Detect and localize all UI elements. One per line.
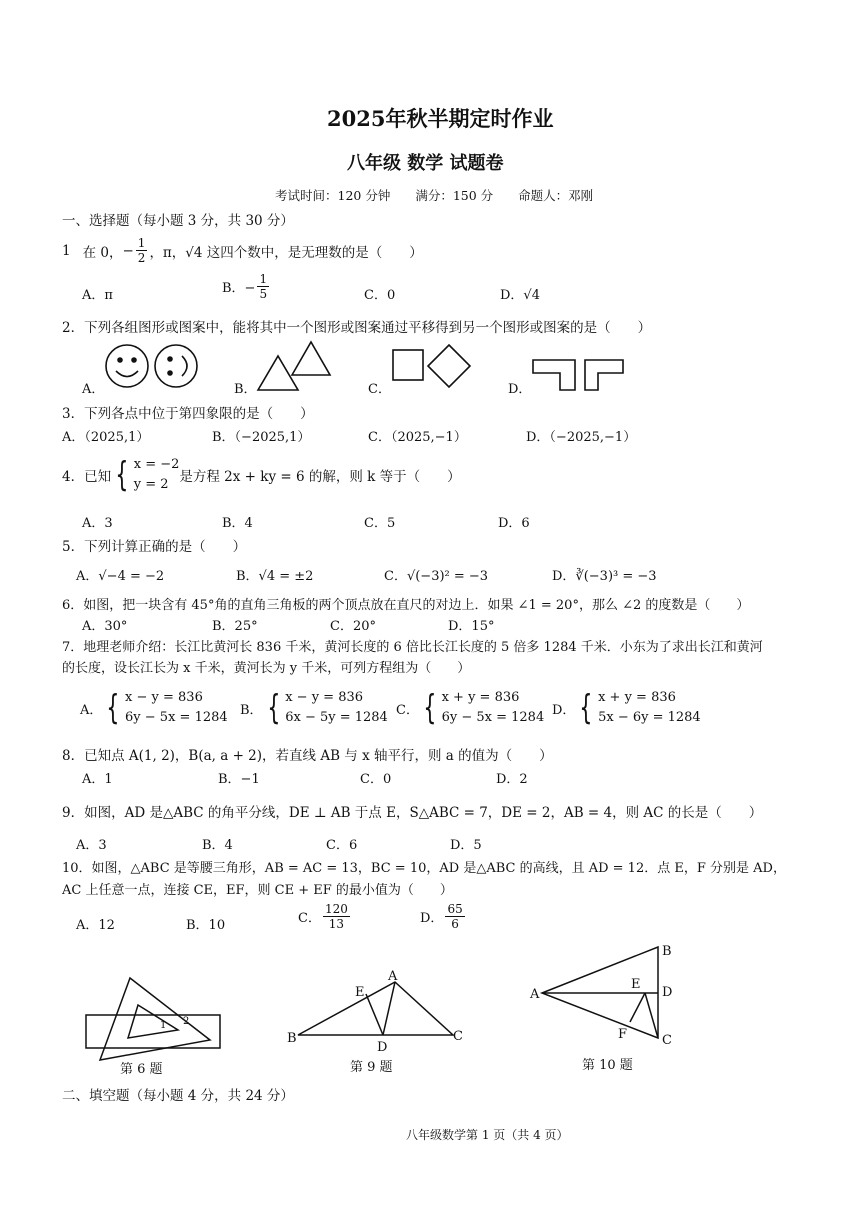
q8-option-c: C．0 [360, 772, 392, 787]
exam-info: 考试时间：120 分钟 满分：150 分 命题人：邓刚 [275, 188, 594, 203]
figure-9-caption: 第 9 题 [350, 1060, 393, 1075]
question-7-line-1: 7．地理老师介绍：长江比黄河长 836 千米，黄河长度的 6 倍比长江长度的 5 倍多 1284 千米．小东为了求出长江和黄河 [62, 640, 763, 655]
q10-c-den: 13 [328, 917, 345, 931]
fig9-perpendicular-de [366, 994, 383, 1035]
q4-option-a: A．3 [82, 516, 113, 531]
q10-c-num: 120 [324, 902, 348, 916]
q10-option-a: A．12 [76, 918, 115, 933]
fig10-label-d: D [662, 985, 673, 1000]
q1-option-b-label: B．− [222, 281, 256, 296]
fig9-label-e: E [355, 985, 365, 1000]
q7-option-d [552, 688, 701, 728]
exam-title: 2025年秋半期定时作业 [327, 106, 554, 131]
question-2: 2．下列各组图形或图案中，能将其中一个图形或图案通过平移得到另一个图形或图案的是（ ） [62, 320, 652, 336]
question-9: 9．如图，AD 是△ABC 的角平分线，DE ⊥ AB 于点 E，S△ABC = 7，DE = 2，AB = 4，则 AC 的长是（ ） [62, 805, 763, 821]
q4-option-b: B．4 [222, 516, 253, 531]
q2-option-d: D． [508, 382, 532, 397]
q5-option-b: B．√4 = ±2 [236, 569, 314, 584]
q7-option-b-label: B． [240, 702, 263, 718]
q3-option-a: A．（2025,1） [62, 430, 150, 445]
q1-minus: − [122, 242, 134, 259]
q2-squares [393, 345, 470, 387]
q7-b-eq-2: 6x − 5y = 1284 [285, 710, 388, 725]
q2-l-shapes [533, 360, 623, 390]
q10-option-d [420, 902, 467, 931]
question-10-line-2: AC 上任意一点，连接 CE，EF，则 CE + EF 的最小值为（ ） [62, 883, 453, 898]
q7-a-brace: { [106, 688, 120, 728]
figure-6 [86, 978, 220, 1060]
q7-option-c [396, 688, 544, 728]
q8-option-d: D．2 [496, 772, 528, 787]
fig10-label-e: E [631, 977, 641, 992]
fig9-triangle [298, 982, 453, 1035]
q9-option-b: B．4 [202, 838, 233, 853]
figure-9 [287, 969, 463, 1055]
q2-option-a: A． [82, 382, 105, 397]
q7-d-brace: { [579, 688, 593, 728]
fig9-label-d: D [377, 1040, 388, 1055]
q7-b-brace: { [266, 688, 280, 728]
q6-option-c: C．20° [330, 619, 376, 634]
q10-option-c [298, 902, 352, 931]
q10-option-b: B．10 [186, 918, 226, 933]
q1-frac-den: 2 [137, 251, 146, 265]
q7-d-eq-1: x + y = 836 [598, 690, 676, 705]
q6-option-d: D．15° [448, 619, 495, 634]
figure-10-caption: 第 10 题 [582, 1058, 633, 1073]
question-10-line-1: 10．如图，△ABC 是等腰三角形，AB = AC = 13，BC = 10，AD 是△ABC 的高线，且 AD = 12．点 E，F 分别是 AD， [62, 861, 786, 876]
question-3: 3．下列各点中位于第四象限的是（ ） [62, 406, 314, 422]
q3-option-d: D．（−2025,−1） [526, 430, 637, 445]
q7-option-a [80, 688, 228, 728]
q6-option-b: B．25° [212, 619, 258, 634]
q1-option-a: A．π [82, 288, 113, 303]
figure-6-caption: 第 6 题 [120, 1062, 163, 1077]
q5-option-c: C．√(−3)² = −3 [384, 569, 489, 584]
q10-d-num: 65 [447, 902, 463, 916]
q10-option-c-label: C． [298, 911, 321, 926]
q1-option-c: C．0 [364, 288, 396, 303]
q2-smiley-faces [106, 345, 197, 387]
q1-option-d: D．√4 [500, 288, 540, 303]
fig10-segment-ce [645, 993, 658, 1038]
q7-d-eq-2: 5x − 6y = 1284 [598, 710, 701, 725]
q10-option-d-label: D． [420, 911, 444, 926]
q9-option-d: D．5 [450, 838, 482, 853]
q4-brace: { [115, 455, 129, 495]
exam-subtitle: 八年级 数学 试题卷 [347, 153, 504, 174]
section-heading-choice: 一、选择题（每小题 3 分，共 30 分） [62, 213, 294, 229]
q4-option-c: C．5 [364, 516, 396, 531]
fig9-label-c: C [453, 1029, 463, 1044]
q4-equation-system [111, 455, 179, 495]
q7-a-eq-2: 6y − 5x = 1284 [125, 710, 228, 725]
q7-c-brace: { [423, 688, 437, 728]
q9-option-c: C．6 [326, 838, 358, 853]
q7-option-c-label: C． [396, 702, 419, 718]
q7-option-b [240, 688, 388, 728]
q7-c-eq-1: x + y = 836 [441, 690, 520, 705]
q3-option-c: C．（2025,−1） [368, 430, 467, 445]
question-8: 8．已知点 A(1, 2)，B(a, a + 2)，若直线 AB 与 x 轴平行，则 a 的值为（ ） [62, 748, 553, 764]
q4-option-d: D．6 [498, 516, 530, 531]
q1-text-mid: ，π，√4 这四个数中，是无理数的是（ ） [149, 244, 423, 261]
q2-option-b: B． [234, 382, 257, 397]
fig9-label-b: B [287, 1031, 297, 1046]
fig9-bisector-ad [383, 982, 395, 1035]
q7-a-eq-1: x − y = 836 [125, 690, 203, 705]
fig9-label-a: A [388, 969, 398, 984]
page-footer: 八年级数学第 1 页（共 4 页） [406, 1128, 569, 1142]
q10-option-d-fraction [445, 902, 464, 931]
question-7-line-2: 的长度，设长江长为 x 千米，黄河长为 y 千米，可列方程组为（ ） [62, 661, 471, 676]
q7-c-eq-2: 6y − 5x = 1284 [441, 710, 545, 725]
q3-option-b: B．（−2025,1） [212, 430, 311, 445]
q7-option-d-label: D． [552, 702, 576, 718]
fig6-label-angle-1: 1 [160, 1020, 167, 1031]
q2-triangles [258, 342, 330, 390]
q6-option-a: A．30° [82, 619, 128, 634]
q4-eq-1: x = −2 [133, 457, 180, 472]
q9-option-a: A．3 [76, 838, 107, 853]
q5-option-d: D．∛(−3)³ = −3 [552, 569, 657, 584]
q7-b-eq-1: x − y = 836 [285, 690, 364, 705]
q10-option-c-fraction [323, 902, 350, 931]
figure-10 [529, 944, 672, 1048]
fig10-label-f: F [618, 1027, 628, 1042]
q10-d-den: 6 [451, 917, 459, 931]
fig10-label-a: A [530, 987, 540, 1002]
q1-frac-num: 1 [137, 236, 146, 250]
q2-option-c: C． [368, 382, 391, 397]
q4-text-pre: 4．已知 [62, 469, 112, 485]
q1-number: 1 [62, 242, 71, 259]
fig10-label-b: B [662, 944, 672, 959]
q8-option-a: A．1 [82, 772, 113, 787]
question-5: 5．下列计算正确的是（ ） [62, 539, 247, 555]
q7-option-a-label: A． [80, 702, 103, 718]
question-6: 6．如图，把一块含有 45°角的直角三角板的两个顶点放在直尺的对边上．如果 ∠1 = 20°，那么 ∠2 的度数是（ ） [62, 598, 750, 613]
q4-eq-2: y = 2 [133, 477, 169, 492]
q8-option-b: B．−1 [218, 772, 260, 787]
q2-figures [0, 0, 867, 400]
q1-b-den: 5 [259, 287, 268, 301]
fig6-label-angle-2: 2 [183, 1016, 190, 1027]
q5-option-a: A．√−4 = −2 [76, 569, 165, 584]
question-4 [62, 455, 461, 495]
section-heading-fill-in: 二、填空题（每小题 4 分，共 24 分） [62, 1088, 294, 1104]
fig10-label-c: C [662, 1033, 672, 1048]
q1-b-num: 1 [259, 272, 268, 286]
fig10-segment-ef [630, 993, 645, 1022]
q1-text-pre: 在 0， [82, 244, 123, 261]
q4-text-post: 是方程 2x + ky = 6 的解，则 k 等于（ ） [179, 469, 461, 485]
